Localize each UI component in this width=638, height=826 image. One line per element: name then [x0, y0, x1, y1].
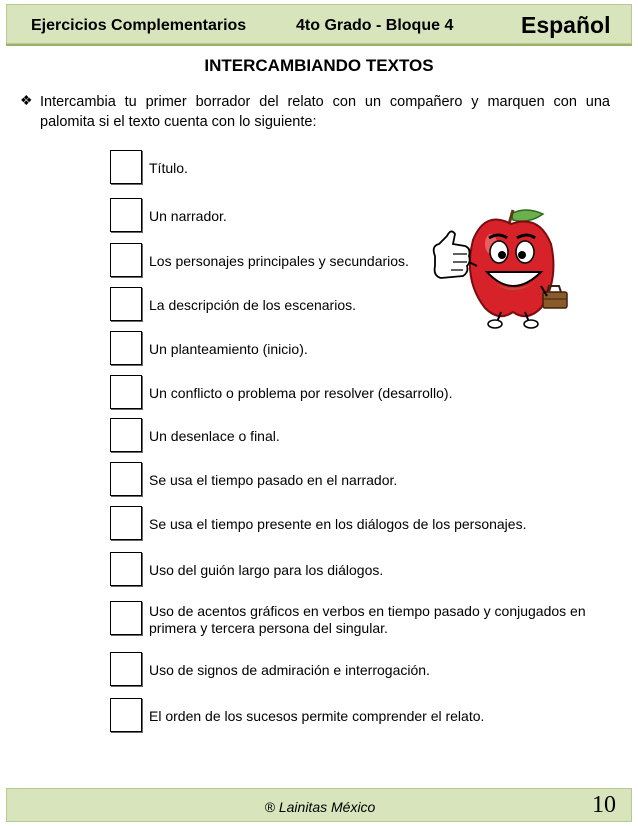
checklist-item — [110, 462, 610, 496]
check-box[interactable] — [110, 287, 142, 321]
checklist-item-label: Uso de acentos gráficos en verbos en tiempo pasado y conjugados en primera y tercera persona del singular. — [149, 603, 586, 636]
header-subject-series: Ejercicios Complementarios — [31, 17, 247, 34]
checklist-item — [110, 506, 610, 540]
checklist-item — [110, 150, 610, 184]
check-box[interactable] — [110, 375, 142, 409]
checklist-item — [110, 375, 610, 409]
check-box[interactable] — [110, 698, 142, 732]
checklist-item — [110, 331, 610, 365]
checklist-item-label: Uso del guión largo para los diálogos. — [149, 562, 384, 578]
check-box[interactable] — [110, 243, 142, 277]
checklist-item — [110, 652, 610, 686]
check-box[interactable] — [110, 552, 142, 586]
checklist-item-label: Un narrador. — [149, 208, 227, 224]
page-title: INTERCAMBIANDO TEXTOS — [204, 56, 434, 75]
checklist-item — [110, 698, 610, 732]
checklist-item-label: Los personajes principales y secundarios. — [149, 253, 409, 269]
check-box[interactable] — [110, 331, 142, 365]
check-box[interactable] — [110, 601, 142, 635]
footer-copyright: ® Lainitas México — [264, 799, 376, 815]
checklist-item — [110, 552, 610, 586]
check-box[interactable] — [110, 418, 142, 452]
check-box[interactable] — [110, 652, 142, 686]
footer-bar — [6, 788, 632, 822]
checklist-item — [110, 601, 610, 637]
page-number: 10 — [592, 792, 616, 818]
checklist-item-label: Se usa el tiempo presente en los diálogos de los personajes. — [149, 516, 527, 532]
apple-mascot-icon — [425, 200, 575, 330]
header-bar — [6, 4, 632, 44]
checklist-item-label: Uso de signos de admiración e interrogación. — [149, 662, 430, 678]
header-grade-block: 4to Grado - Bloque 4 — [296, 17, 454, 34]
diamond-bullet-icon: ❖ — [20, 92, 33, 108]
check-box[interactable] — [110, 150, 142, 184]
check-box[interactable] — [110, 198, 142, 232]
checklist-item-label: Un desenlace o final. — [149, 428, 280, 444]
checklist-item — [110, 418, 610, 452]
checklist-item-label: Un conflicto o problema por resolver (desarrollo). — [149, 385, 453, 401]
check-box[interactable] — [110, 462, 142, 496]
instruction-text: Intercambia tu primer borrador del relato con un compañero y marquen con una palomita si el texto cuenta con lo siguiente: — [40, 94, 610, 130]
checklist-item-label: Título. — [149, 160, 188, 176]
check-box[interactable] — [110, 506, 142, 540]
checklist-item-label: Se usa el tiempo pasado en el narrador. — [149, 472, 398, 488]
checklist-item-label: Un planteamiento (inicio). — [149, 341, 308, 357]
checklist-item-label: La descripción de los escenarios. — [149, 297, 357, 313]
header-subject: Español — [521, 12, 611, 38]
checklist-item-label: El orden de los sucesos permite comprender el relato. — [149, 708, 485, 724]
